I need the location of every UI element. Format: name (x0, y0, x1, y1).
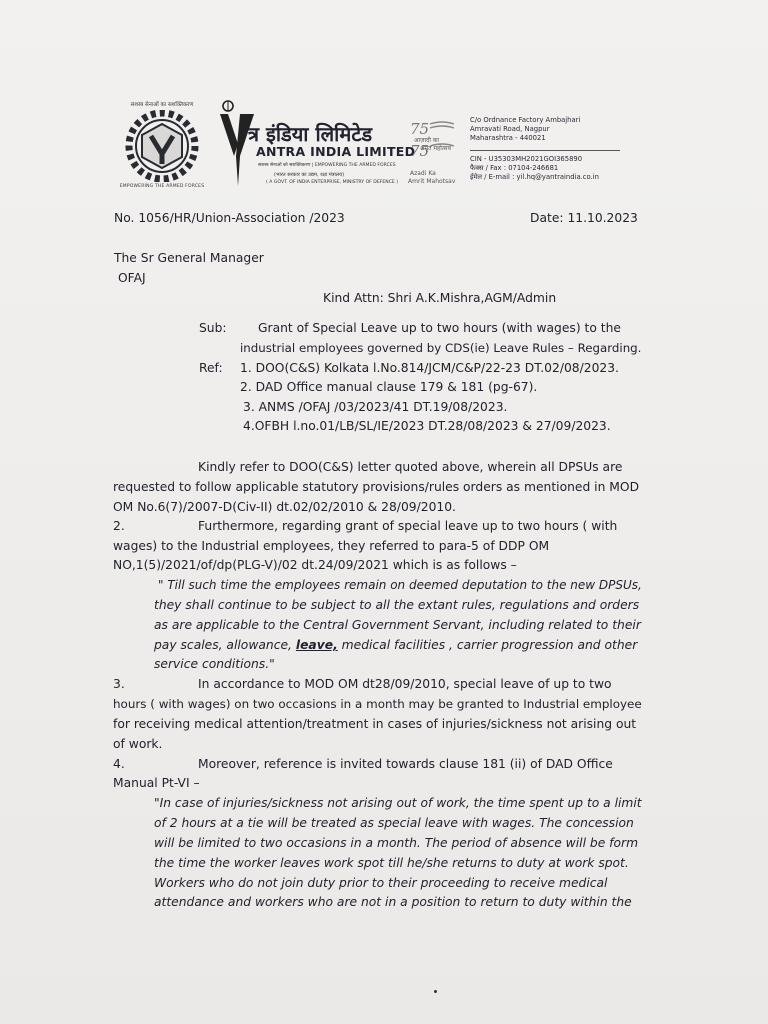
leave-emphasis: leave, (295, 638, 338, 652)
subject-line-1: Grant of Special Leave up to two hours (with wages) to the (258, 321, 621, 335)
reference-item: 3. ANMS /OFAJ /03/2023/41 DT.19/08/2023. (243, 400, 508, 414)
address-block (470, 116, 630, 182)
quote2-line: of 2 hours at a tie will be treated as special leave with wages. The concession (154, 816, 634, 830)
seal-bottom-text: EMPOWERING THE ARMED FORCES (119, 184, 205, 189)
address-divider (470, 150, 620, 151)
quote1-line: " Till such time the employees remain on deemed deputation to the new DPSUs, (158, 578, 642, 592)
company-seal (118, 100, 206, 189)
company-name-english: ANTRA INDIA LIMITED (256, 144, 416, 159)
quote2-line: "In case of injuries/sickness not arising out of work, the time spent up to a limit (154, 796, 642, 810)
para3-number: 3. (113, 677, 125, 691)
address-line-1: C/o Ordnance Factory Ambajhari (470, 116, 581, 124)
para2-number: 2. (113, 519, 125, 533)
page-mark (434, 990, 437, 993)
gear-emblem-icon (122, 110, 202, 182)
company-brand (214, 100, 416, 192)
recipient-office: OFAJ (118, 271, 146, 285)
azadi-amrit-mahotsav-logo (404, 118, 460, 190)
svg-text:75: 75 (410, 120, 430, 138)
seal-top-text: सशस्त्र सेनाओं का सशक्तिकरण (130, 102, 194, 108)
para2-line: wages) to the Industrial employees, they referred to para-5 of DDP OM (113, 539, 550, 553)
quote2-line: the time the worker leaves work spot till he/she returns to duty at work spot. (154, 856, 629, 870)
reference-item: 1. DOO(C&S) Kolkata l.No.814/JCM/C&P/22-23 DT.02/08/2023. (240, 361, 619, 375)
fax-number: फैक्स / Fax : 07104-246681 (470, 163, 559, 172)
quote2-line: will be limited to two occasions in a month. The period of absence will be form (154, 836, 639, 850)
company-subline-english: ( A GOVT. OF INDIA ENTERPRISE, MINISTRY OF DEFENCE ) (266, 180, 399, 185)
quote2-line: attendance and workers who are not in a position to return to duty within the (154, 895, 632, 909)
company-subline-hindi: (भारत सरकार का उद्यम, रक्षा मंत्रालय) (274, 172, 345, 178)
cin-number: CIN - U35303MH2021GOI365890 (470, 154, 583, 163)
company-tagline: सशस्त्र सेनाओं को सशक्तिकरण | EMPOWERING THE ARMED FORCES (258, 163, 396, 168)
svg-text:75: 75 (410, 142, 430, 158)
references-label: Ref: (199, 361, 223, 375)
email-address: ईमेल / E-mail : yil.hq@yantraindia.co.in (470, 173, 599, 182)
address-line-3: Maharashtra - 440021 (470, 134, 546, 143)
azadi-text-2: अमृत महोत्सव (420, 145, 451, 152)
para4-line: Moreover, reference is invited towards clause 181 (ii) of DAD Office (198, 757, 613, 771)
recipient-title: The Sr General Manager (114, 251, 264, 265)
para4-line: Manual Pt-VI – (113, 776, 200, 790)
reference-item: 2. DAD Office manual clause 179 & 181 (pg-67). (240, 380, 538, 394)
address-line-2: Amravati Road, Nagpur (470, 125, 550, 134)
para3-line: for receiving medical attention/treatment in cases of injuries/sickness not arising out (113, 717, 637, 731)
quote1-post: medical facilities , carrier progression and other (337, 638, 638, 652)
quote1-pre: pay scales, allowance, (154, 638, 296, 652)
para1-line: Kindly refer to DOO(C&S) letter quoted above, wherein all DPSUs are (198, 460, 623, 474)
para3-line: of work. (113, 737, 163, 751)
quote1-line: they shall continue to be subject to all the extant rules, regulations and orders (154, 598, 640, 612)
azadi-text-4: Amrit Mahotsav (408, 178, 456, 185)
company-name-hindi: त्र इंडिया लिमिटेड (248, 122, 373, 146)
subject-line-2: industrial employees governed by CDS(ie) Leave Rules – Regarding. (240, 341, 642, 355)
para3-line: hours ( with wages) on two occasions in a month may be granted to Industrial employee (113, 697, 642, 711)
azadi-text-3: Azadi Ka (410, 170, 436, 177)
kind-attention: Kind Attn: Shri A.K.Mishra,AGM/Admin (323, 291, 557, 305)
reference-item: 4.OFBH l.no.01/LB/SL/IE/2023 DT.28/08/2023 & 27/09/2023. (243, 419, 611, 433)
para1-line: OM No.6(7)/2007-D(Civ-II) dt.02/02/2010 & 28/09/2010. (113, 500, 456, 514)
para3-line: In accordance to MOD OM dt28/09/2010, special leave of up to two (198, 677, 612, 691)
azadi-text-1: आज़ादी का (414, 137, 439, 144)
para4-number: 4. (113, 757, 125, 771)
para2-line: Furthermore, regarding grant of special leave up to two hours ( with (198, 519, 618, 533)
quote1-line-leave (154, 638, 637, 652)
para2-line: NO,1(5)/2021/of/dp(PLG-V)/02 dt.24/09/2021 which is as follows – (113, 558, 517, 572)
letter-date: Date: 11.10.2023 (530, 211, 638, 225)
para1-line: requested to follow applicable statutory provisions/rules orders as mentioned in MOD (113, 480, 640, 494)
quote1-line: service conditions." (154, 657, 275, 671)
quote2-line: Workers who do not join duty prior to their proceeding to receive medical (154, 876, 608, 890)
subject-label: Sub: (199, 321, 227, 335)
reference-number: No. 1056/HR/Union-Association /2023 (114, 211, 345, 225)
quote1-line: as are applicable to the Central Government Servant, including related to their (154, 618, 641, 632)
